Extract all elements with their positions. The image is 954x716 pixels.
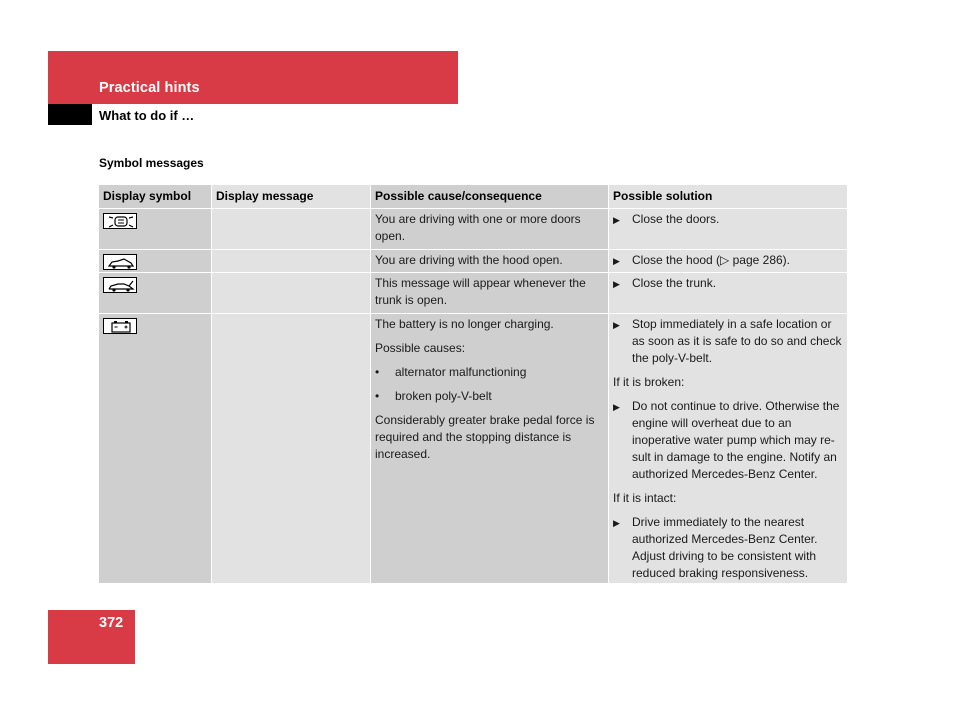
trunk-open-icon: [103, 277, 137, 293]
cause-cell: You are driving with the hood open.: [370, 250, 608, 272]
hood-open-icon: [103, 254, 137, 270]
page-number: 372: [99, 615, 124, 631]
header-marker: [48, 104, 92, 125]
table-row: [99, 209, 847, 250]
cause-cell: The battery is no longer charging. Possible causes: • alternator malfunctioning • broken poly-V-belt Considerably greater brake pedal force is required and the stopping distance is increased.: [370, 314, 608, 583]
display-message-cell: [211, 250, 370, 272]
step-arrow-icon: ▶: [613, 279, 620, 289]
table-row: [99, 314, 847, 584]
doors-open-icon: [103, 213, 137, 229]
table-row: [99, 250, 847, 273]
table-header-row: [99, 185, 847, 209]
column-header: Possible solution: [608, 185, 847, 208]
bullet-icon: •: [375, 365, 380, 379]
table-heading: Symbol messages: [99, 156, 204, 170]
page-subtitle: What to do if …: [99, 108, 195, 123]
solution-cell: ▶ Close the doors.: [608, 209, 847, 249]
column-header: Display message: [211, 185, 370, 208]
cause-cell: This message will appear whenever the trunk is open.: [370, 273, 608, 313]
cause-cell: You are driving with one or more doors open.: [370, 209, 608, 249]
list-item: • alternator malfunctioning: [375, 365, 527, 379]
bullet-icon: •: [375, 389, 380, 403]
display-message-cell: [211, 209, 370, 249]
solution-cell: ▶ Close the trunk.: [608, 273, 847, 313]
header-band: [48, 51, 458, 104]
display-message-cell: [211, 273, 370, 313]
table-row: [99, 273, 847, 314]
solution-cell: ▶ Close the hood (▷ page 286).: [608, 250, 847, 272]
column-header: Display symbol: [99, 185, 211, 208]
solution-cell: ▶ Stop immediately in a safe location or as soon as it is safe to do so and check the poly-V-belt. If it is broken: ▶ Do not continue to drive. Otherwise the engine will overheat due to an inoperative water pump which may re-sult in damage to the engine. Notify an authorized Mercedes-Benz Center. If it is intact: ▶ Drive immediately to the nearest authorized Mercedes-Benz Center. Adjust driving to be consistent with reduced braking responsiveness.: [608, 314, 847, 583]
battery-icon: [103, 318, 137, 334]
step-arrow-icon: ▶: [613, 215, 620, 225]
step-arrow-icon: ▶: [613, 518, 620, 528]
list-item: • broken poly-V-belt: [375, 389, 492, 403]
column-header: Possible cause/consequence: [370, 185, 608, 208]
page-section-title: Practical hints: [99, 80, 200, 96]
step-arrow-icon: ▶: [613, 402, 620, 412]
step-arrow-icon: ▶: [613, 320, 620, 330]
display-message-cell: [211, 314, 370, 583]
step-arrow-icon: ▶: [613, 256, 620, 266]
symbol-messages-table: [99, 185, 847, 584]
